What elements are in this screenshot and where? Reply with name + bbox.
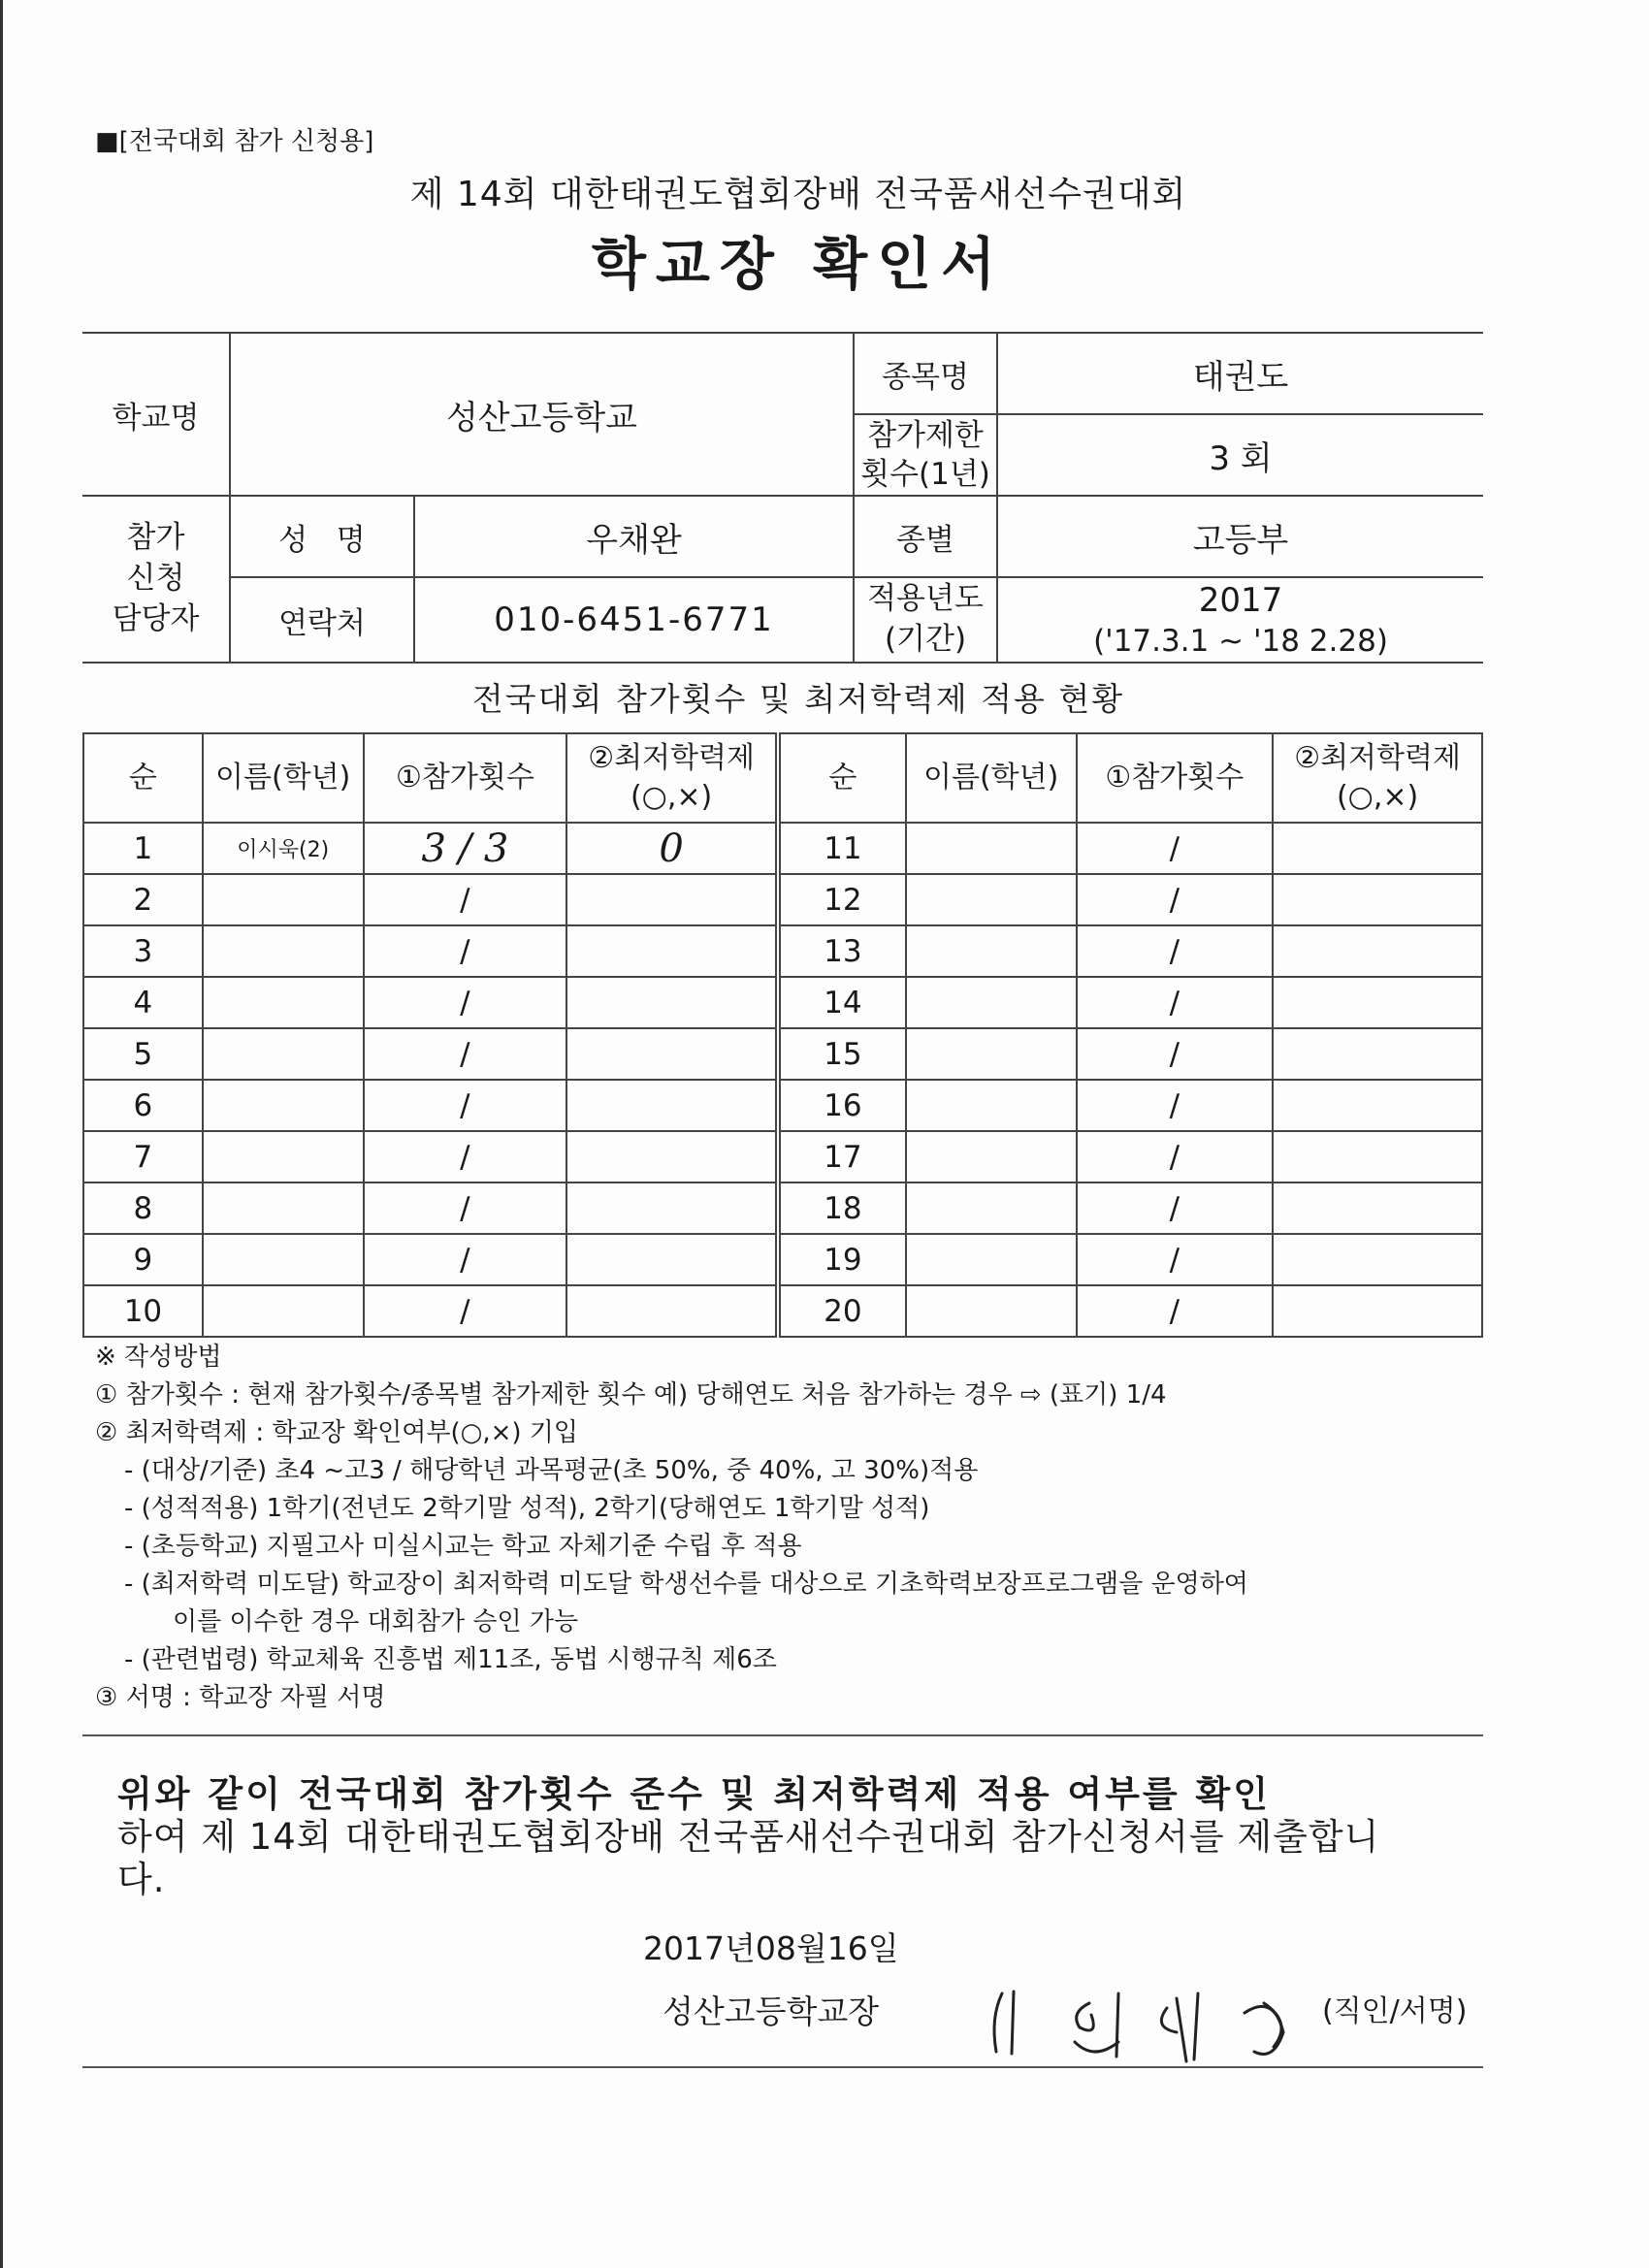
student-name — [906, 1285, 1077, 1337]
contact-label-cell: 연락처 — [230, 577, 414, 663]
issue-date: 2017년08월16일 — [643, 1929, 899, 1967]
limit-label-cell: 참가제한 횟수(1년) — [854, 414, 997, 496]
header-name: 이름(학년) — [203, 733, 364, 823]
header-count: ①참가횟수 — [1077, 733, 1274, 823]
student-name — [906, 1234, 1077, 1285]
academic-check: 0 — [566, 823, 778, 874]
participation-count: / — [1077, 1285, 1274, 1337]
confirmation-statement — [117, 1773, 1475, 1901]
student-name — [203, 1234, 364, 1285]
academic-check — [1273, 874, 1482, 925]
principal-signature — [983, 1974, 1312, 2071]
participation-count: / — [364, 1080, 567, 1131]
header-name: 이름(학년) — [906, 733, 1077, 823]
event-subtitle: 제 14회 대한태권도협회장배 전국품새선수권대회 — [409, 175, 1187, 214]
participation-count: / — [364, 1234, 567, 1285]
participation-count: / — [1077, 977, 1274, 1028]
principal-title: 성산고등학교장 — [663, 1993, 880, 2030]
year-value-cell: 2017 ('17.3.1 ~ '18 2.28) — [997, 577, 1483, 663]
student-name — [906, 977, 1077, 1028]
participation-count: / — [364, 874, 567, 925]
table-row — [83, 925, 1482, 977]
instruction-item: ① 참가횟수 : 현재 참가횟수/종목별 참가제한 횟수 예) 당해연도 처음 참가하는 경우 ⇨ (표기) 1/4 — [95, 1380, 1167, 1409]
student-name — [906, 1080, 1077, 1131]
participation-count: / — [1077, 874, 1274, 925]
academic-check — [1273, 1234, 1482, 1285]
instructions-heading: ※ 작성방법 — [95, 1343, 222, 1372]
academic-check — [1273, 823, 1482, 874]
row-number: 16 — [778, 1080, 906, 1131]
participation-count: / — [1077, 1131, 1274, 1183]
event-value-cell: 태권도 — [997, 333, 1483, 414]
instruction-subitem: - (초등학교) 지필고사 미실시교는 학교 자체기준 수립 후 적용 — [124, 1532, 802, 1561]
row-number: 13 — [778, 925, 906, 977]
form-type-label: ■[전국대회 참가 신청용] — [95, 127, 374, 156]
row-number: 18 — [778, 1183, 906, 1234]
participation-table — [82, 732, 1483, 1338]
seal-label: (직인/서명) — [1322, 1994, 1468, 2028]
instruction-subitem: 이를 이수한 경우 대회참가 승인 가능 — [173, 1607, 579, 1636]
table-row — [83, 1028, 1482, 1080]
instruction-subitem: - (최저학력 미도달) 학교장이 최저학력 미도달 학생선수를 대상으로 기초학력보장프로그램을 운영하여 — [124, 1570, 1248, 1599]
student-name: 이시욱(2) — [203, 823, 364, 874]
participation-count: / — [1077, 1183, 1274, 1234]
header-academic: ②최저학력제 (○,×) — [566, 733, 778, 823]
student-name — [906, 1131, 1077, 1183]
info-table — [82, 332, 1483, 664]
table-row — [83, 1183, 1482, 1234]
row-number: 9 — [83, 1234, 203, 1285]
row-number: 20 — [778, 1285, 906, 1337]
instruction-subitem: - (성적적용) 1학기(전년도 2학기말 성적), 2학기(당해연도 1학기말 성적) — [124, 1494, 930, 1523]
student-name — [203, 1285, 364, 1337]
row-number: 12 — [778, 874, 906, 925]
participation-count: / — [364, 1183, 567, 1234]
contact-value-cell: 010-6451-6771 — [414, 577, 854, 663]
instruction-item: ② 최저학력제 : 학교장 확인여부(○,×) 기입 — [95, 1418, 579, 1447]
participation-count: / — [364, 1131, 567, 1183]
instruction-item: ③ 서명 : 학교장 자필 서명 — [95, 1683, 386, 1712]
student-name — [906, 1183, 1077, 1234]
participation-count: / — [1077, 823, 1274, 874]
statement-line: 하여 제 14회 대한태권도협회장배 전국품새선수권대회 참가신청서를 제출합니 — [117, 1816, 1380, 1858]
student-name — [906, 823, 1077, 874]
table-row — [83, 1234, 1482, 1285]
academic-check — [1273, 1183, 1482, 1234]
division-value-cell: 고등부 — [997, 496, 1483, 577]
year-label-cell: 적용년도 (기간) — [854, 577, 997, 663]
student-name — [203, 1028, 364, 1080]
limit-value-cell: 3 회 — [997, 414, 1483, 496]
header-no: 순 — [778, 733, 906, 823]
participation-count: 3 / 3 — [364, 823, 567, 874]
participation-count: / — [1077, 1080, 1274, 1131]
table-row — [83, 1131, 1482, 1183]
school-label-cell: 학교명 — [82, 333, 230, 496]
academic-check — [1273, 977, 1482, 1028]
student-name — [203, 1131, 364, 1183]
row-number: 8 — [83, 1183, 203, 1234]
academic-check — [566, 1080, 778, 1131]
statement-line: 다. — [117, 1859, 166, 1900]
divider — [82, 2066, 1483, 2068]
instruction-subitem: - (대상/기준) 초4 ~고3 / 해당학년 과목평균(초 50%, 중 40%, 고 30%)적용 — [124, 1456, 979, 1485]
student-name — [203, 1183, 364, 1234]
row-number: 11 — [778, 823, 906, 874]
table-row — [83, 1285, 1482, 1337]
row-number: 3 — [83, 925, 203, 977]
participation-count: / — [1077, 1028, 1274, 1080]
academic-check — [566, 1285, 778, 1337]
participation-count: / — [1077, 925, 1274, 977]
participation-count: / — [364, 1028, 567, 1080]
academic-check — [566, 1028, 778, 1080]
instructions — [95, 1339, 1248, 1717]
table-row — [83, 874, 1482, 925]
academic-check — [1273, 1131, 1482, 1183]
header-no: 순 — [83, 733, 203, 823]
participation-count: / — [1077, 1234, 1274, 1285]
table-header-row — [83, 733, 1482, 823]
instruction-subitem: - (관련법령) 학교체육 진흥법 제11조, 동법 시행규칙 제6조 — [124, 1645, 777, 1674]
academic-check — [566, 1131, 778, 1183]
table-row — [83, 977, 1482, 1028]
student-name — [906, 1028, 1077, 1080]
academic-check — [566, 977, 778, 1028]
academic-check — [1273, 1080, 1482, 1131]
row-number: 17 — [778, 1131, 906, 1183]
row-number: 7 — [83, 1131, 203, 1183]
academic-check — [566, 1183, 778, 1234]
academic-check — [1273, 925, 1482, 977]
table-row — [83, 1080, 1482, 1131]
division-label-cell: 종별 — [854, 496, 997, 577]
section-title: 전국대회 참가횟수 및 최저학력제 적용 현황 — [471, 680, 1125, 718]
academic-check — [1273, 1028, 1482, 1080]
header-count: ①참가횟수 — [364, 733, 567, 823]
academic-check — [566, 874, 778, 925]
document-title: 학교장 확인서 — [591, 231, 1006, 297]
row-number: 2 — [83, 874, 203, 925]
name-label-cell: 성 명 — [230, 496, 414, 577]
student-name — [906, 874, 1077, 925]
row-number: 19 — [778, 1234, 906, 1285]
table-row — [83, 823, 1482, 874]
row-number: 15 — [778, 1028, 906, 1080]
row-number: 14 — [778, 977, 906, 1028]
student-name — [906, 925, 1077, 977]
name-value-cell: 우채완 — [414, 496, 854, 577]
applicant-label-cell: 참가 신청 담당자 — [82, 496, 230, 663]
student-name — [203, 1080, 364, 1131]
row-number: 5 — [83, 1028, 203, 1080]
academic-check — [566, 1234, 778, 1285]
row-number: 1 — [83, 823, 203, 874]
row-number: 10 — [83, 1285, 203, 1337]
academic-check — [1273, 1285, 1482, 1337]
academic-check — [566, 925, 778, 977]
divider — [82, 1734, 1483, 1736]
row-number: 4 — [83, 977, 203, 1028]
header-academic: ②최저학력제 (○,×) — [1273, 733, 1482, 823]
student-name — [203, 874, 364, 925]
participation-count: / — [364, 1285, 567, 1337]
student-name — [203, 925, 364, 977]
student-name — [203, 977, 364, 1028]
participation-count: / — [364, 977, 567, 1028]
event-label-cell: 종목명 — [854, 333, 997, 414]
participation-count: / — [364, 925, 567, 977]
row-number: 6 — [83, 1080, 203, 1131]
statement-line: 위와 같이 전국대회 참가횟수 준수 및 최저학력제 적용 여부를 확인 — [117, 1773, 1271, 1815]
school-value-cell: 성산고등학교 — [230, 333, 854, 496]
